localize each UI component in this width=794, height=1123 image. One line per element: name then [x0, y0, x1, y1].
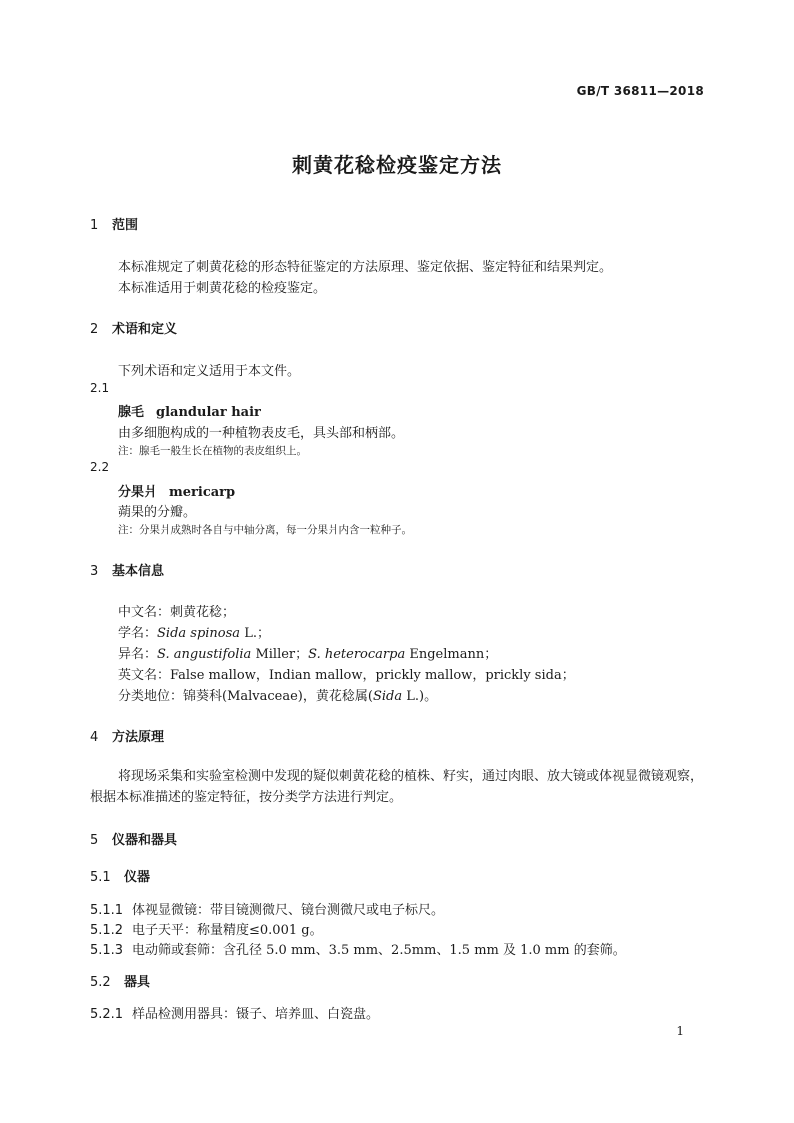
- term-english: glandular hair: [156, 405, 261, 420]
- section-5-heading: [90, 829, 177, 848]
- list-item: 5.1.3 电动筛或套筛：含孔径 5.0 mm、3.5 mm、2.5mm、1.5 mm 及 1.0 mm 的套筛。: [90, 943, 626, 958]
- section-number: 2: [90, 322, 99, 337]
- section-2-heading: [90, 318, 177, 337]
- term-definition: 蒴果的分瓣。: [118, 505, 197, 520]
- term-english: mericarp: [169, 485, 236, 500]
- scientific-name: Sida spinosa: [157, 626, 241, 641]
- info-line: 英文名：False mallow，Indian mallow，prickly mallow，prickly sida；: [118, 668, 575, 683]
- term-note: 注：腺毛一般生长在植物的表皮组织上。: [118, 445, 307, 457]
- subsection-5-1-heading: [90, 866, 150, 885]
- section-title: 方法原理: [112, 730, 165, 745]
- term-definition: 由多细胞构成的一种植物表皮毛，具头部和柄部。: [118, 426, 405, 441]
- paragraph: 本标准适用于刺黄花稔的检疫鉴定。: [118, 281, 327, 296]
- list-item: 5.2.1 样品检测用器具：镊子、培养皿、白瓷盘。: [90, 1007, 380, 1022]
- section-number: 4: [90, 730, 99, 745]
- page-number: 1: [676, 1024, 684, 1038]
- subsection-number: 5.1: [90, 870, 111, 885]
- info-line: 分类地位：锦葵科(Malvaceae)，黄花稔属(Sida L.)。: [118, 689, 438, 704]
- document-title: 刺黄花稔检疫鉴定方法: [292, 153, 502, 177]
- paragraph: 将现场采集和实验室检测中发现的疑似刺黄花稔的植株、籽实，通过肉眼、放大镜或体视显微镜观察，根据本标准描述的鉴定特征，按分类学方法进行判定。: [90, 769, 704, 805]
- subsection-title: 器具: [124, 975, 151, 990]
- list-item: 5.1.1 体视显微镜：带目镜测微尺、镜台测微尺或电子标尺。: [90, 903, 445, 918]
- term-number: 2.2: [90, 460, 110, 474]
- section-number: 3: [90, 564, 99, 579]
- section-1-heading: [90, 214, 138, 233]
- term-number: 2.1: [90, 381, 110, 395]
- paragraph: 下列术语和定义适用于本文件。: [118, 364, 301, 379]
- section-title: 范围: [112, 218, 139, 233]
- section-title: 基本信息: [112, 564, 165, 579]
- section-number: 5: [90, 833, 99, 848]
- scientific-name: S. angustifolia: [157, 647, 252, 662]
- term-heading: [118, 401, 261, 420]
- info-line: 异名：S. angustifolia Miller；S. heterocarpa Engelmann；: [118, 647, 498, 662]
- standard-number: GB/T 36811—2018: [576, 84, 704, 98]
- section-4-heading: [90, 726, 164, 745]
- scientific-name: S. heterocarpa: [308, 647, 406, 662]
- list-item: 5.1.2 电子天平：称量精度≤0.001 g。: [90, 923, 323, 938]
- section-3-heading: [90, 560, 164, 579]
- term-chinese: 分果爿: [118, 485, 158, 500]
- scientific-name: Sida: [372, 689, 403, 704]
- term-heading: [118, 481, 235, 500]
- term-note: 注：分果爿成熟时各自与中轴分离，每一分果爿内含一粒种子。: [118, 524, 412, 536]
- info-line: 学名：Sida spinosa L.；: [118, 626, 270, 641]
- subsection-number: 5.2: [90, 975, 111, 990]
- section-title: 仪器和器具: [112, 833, 178, 848]
- info-line: 中文名：刺黄花稔；: [118, 605, 236, 620]
- paragraph: 本标准规定了刺黄花稔的形态特征鉴定的方法原理、鉴定依据、鉴定特征和结果判定。: [118, 260, 613, 275]
- subsection-title: 仪器: [124, 870, 151, 885]
- section-title: 术语和定义: [112, 322, 178, 337]
- subsection-5-2-heading: [90, 971, 150, 990]
- section-number: 1: [90, 218, 99, 233]
- term-chinese: 腺毛: [118, 405, 145, 420]
